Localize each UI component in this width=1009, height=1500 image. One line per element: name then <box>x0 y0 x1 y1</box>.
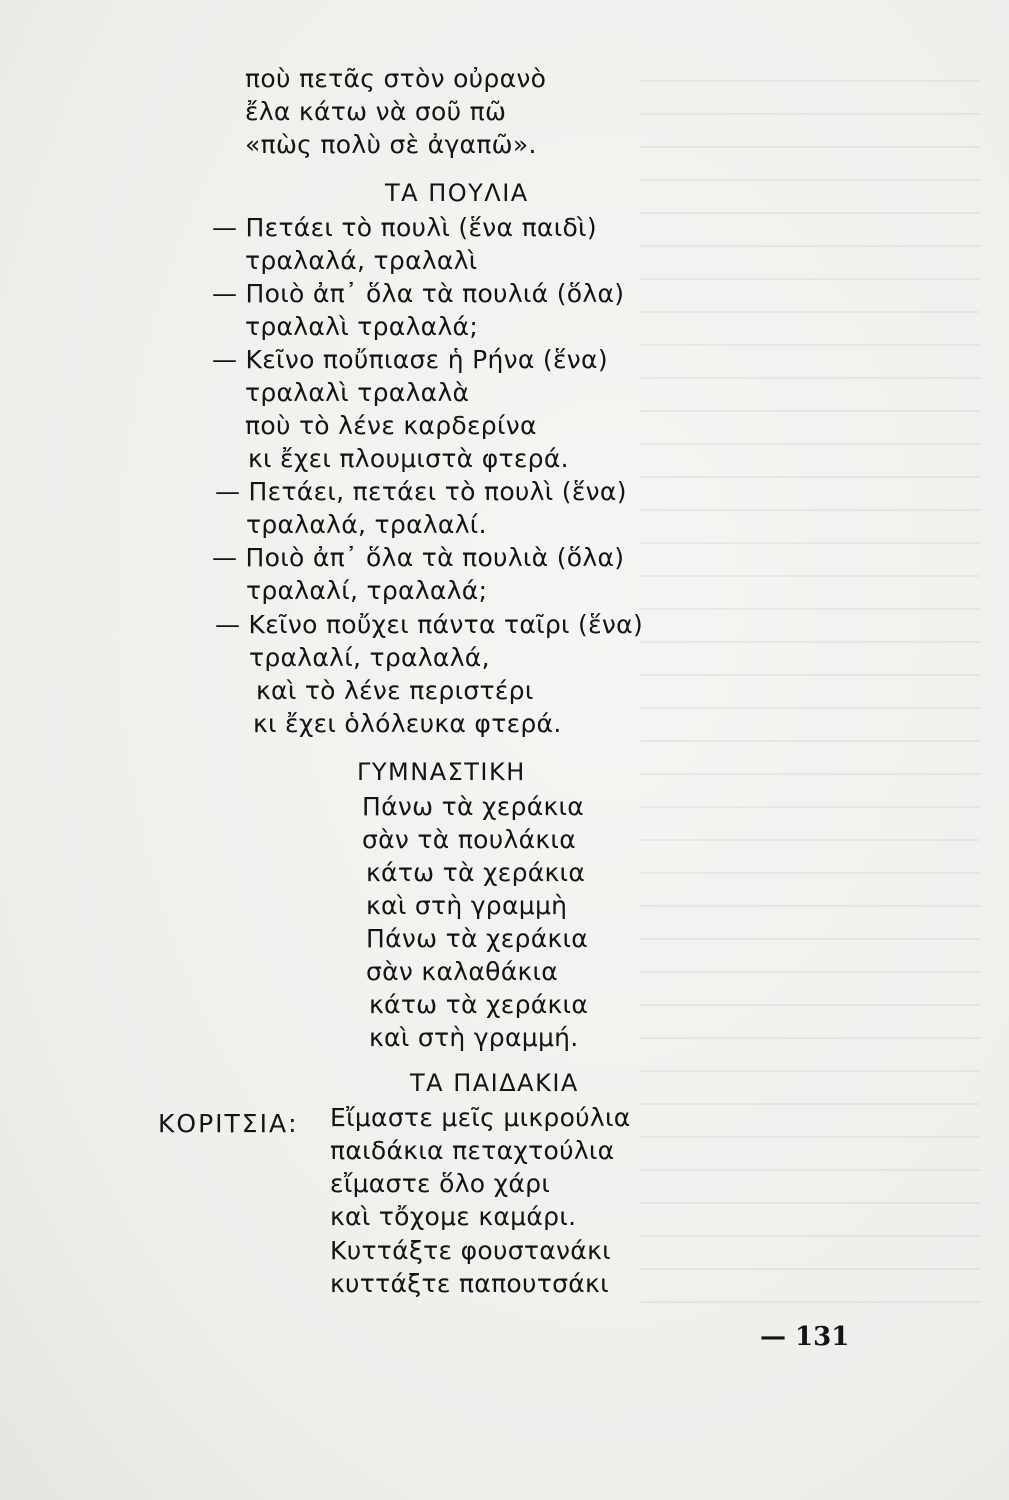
gymnastiki-title: ΓΥΜΝΑΣΤΙΚΗ <box>357 758 526 786</box>
paidakia-line: Κυττάξτε φουστανάκι <box>330 1236 611 1265</box>
paidakia-line: εἴμαστε ὅλο χάρι <box>330 1169 551 1198</box>
poulia-line: — Πετάει, πετάει τὸ πουλὶ (ἕνα) <box>215 477 627 506</box>
paidakia-line: καὶ τὄχομε καμάρι. <box>330 1202 577 1231</box>
gymnastiki-line: κάτω τὰ χεράκια <box>369 990 589 1019</box>
poulia-line: τραλαλί, τραλαλά, <box>249 643 490 672</box>
poulia-line: κι ἔχει πλουμιστὰ φτερά. <box>248 444 569 473</box>
poulia-line: τραλαλί, τραλαλά; <box>246 576 488 605</box>
paidakia-speaker: ΚΟΡΙΤΣΙΑ: <box>158 1109 299 1138</box>
poulia-line: ποὺ τὸ λένε καρδερίνα <box>245 411 537 440</box>
paidakia-title: ΤΑ ΠΑΙΔΑΚΙΑ <box>410 1069 579 1097</box>
intro-line: ποὺ πετᾶς στὸν οὐρανὸ <box>245 64 547 93</box>
poulia-line: καὶ τὸ λένε περιστέρι <box>256 676 534 705</box>
intro-line: ἔλα κάτω νὰ σοῦ πῶ <box>245 97 507 126</box>
show-through-text <box>640 60 980 1310</box>
poulia-line: κι ἔχει ὁλόλευκα φτερά. <box>253 709 562 738</box>
poulia-line: τραλαλά, τραλαλί. <box>246 510 487 539</box>
poulia-line: — Κεῖνο ποὔχει πάντα ταῖρι (ἕνα) <box>215 610 643 639</box>
intro-line: «πὼς πολὺ σὲ ἀγαπῶ». <box>245 130 537 159</box>
gymnastiki-line: σὰν τὰ πουλάκια <box>362 825 576 854</box>
poulia-line: — Ποιὸ ἀπ᾽ ὅλα τὰ πουλιὰ (ὅλα) <box>212 543 625 572</box>
paidakia-line: Εἴμαστε μεῖς μικρούλια <box>330 1103 631 1132</box>
page-number: — 131 <box>760 1322 850 1352</box>
poulia-line: — Κεῖνο ποὔπιασε ἡ Ρήνα (ἕνα) <box>212 345 608 374</box>
poulia-title: ΤΑ ΠΟΥΛΙΑ <box>385 179 529 207</box>
poulia-line: τραλαλὶ τραλαλὰ <box>245 378 470 407</box>
poulia-line: — Ποιὸ ἀπ᾽ ὅλα τὰ πουλιά (ὅλα) <box>212 279 625 308</box>
gymnastiki-line: Πάνω τὰ χεράκια <box>362 792 585 821</box>
poulia-line: τραλαλὶ τραλαλά; <box>245 312 479 341</box>
poulia-line: τραλαλά, τραλαλὶ <box>245 246 478 275</box>
poulia-line: — Πετάει τὸ πουλὶ (ἕνα παιδὶ) <box>212 213 597 242</box>
paidakia-line: παιδάκια πεταχτούλια <box>330 1136 615 1165</box>
gymnastiki-line: Πάνω τὰ χεράκια <box>366 924 589 953</box>
gymnastiki-line: σὰν καλαθάκια <box>366 957 559 986</box>
paidakia-line: κυττάξτε παπουτσάκι <box>330 1269 609 1298</box>
gymnastiki-line: καὶ στὴ γραμμὴ <box>366 891 568 920</box>
gymnastiki-line: καὶ στὴ γραμμή. <box>369 1023 579 1052</box>
gymnastiki-line: κάτω τὰ χεράκια <box>366 858 586 887</box>
